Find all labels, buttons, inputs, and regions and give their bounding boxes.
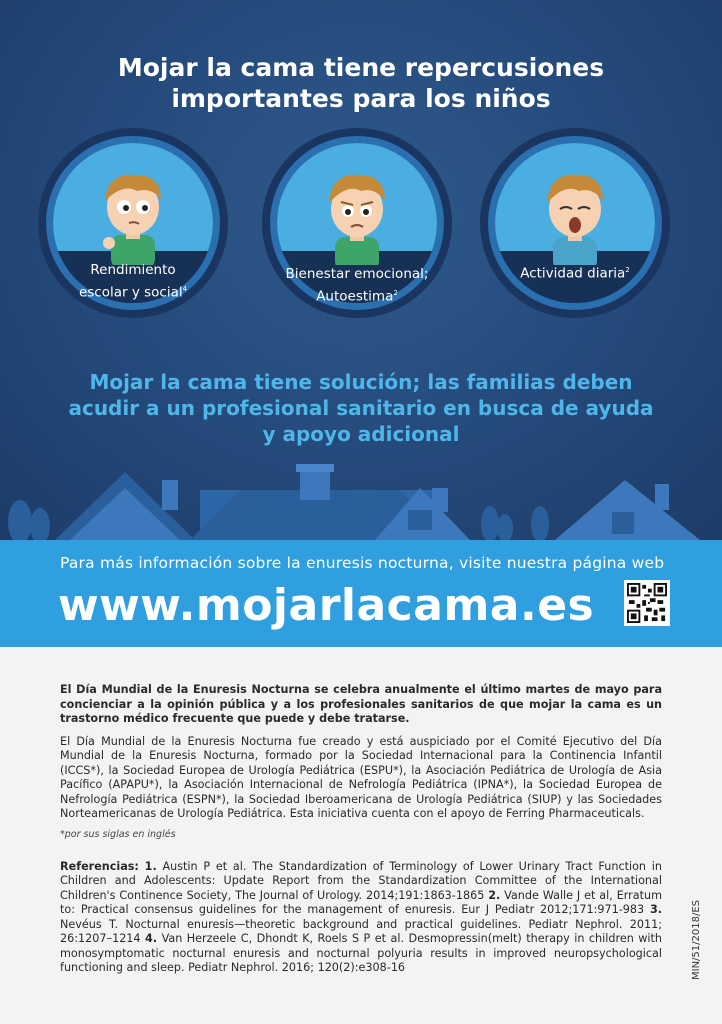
worried-boy-icon xyxy=(315,165,399,265)
text-content xyxy=(60,683,662,976)
headline: Mojar la cama tiene repercusiones importantes para los niños xyxy=(117,53,605,113)
references: Referencias: 1. Austin P et al. The Standardization of Terminology of Lower Urinary Tract Function in Children and Adolescents: Update Report from the Standardization Committee of the International Children's Continence Society, The Journal of Urology. 2014;191:1863-1865 2. Vande Walle J et al, Erratum to: Practical consensus guidelines for the management of enuresis. Eur J Pediatr 2012;171:971-983 3. Nevéus T. Nocturnal enuresis—theoretic background and practical guidelines. Pediatr Nephrol. 2011; 26:1207–1214 4. Van Herzeele C, Dhondt K, Roels S P et al. Desmopressin(melt) therapy in children with monosymptomatic nocturnal enuresis and nocturnal polyuria results in improved neuropsychological functioning and sleep. Pediatr Nephrol. 2016; 120(2):e308-16 xyxy=(60,859,662,974)
rooftops-illustration xyxy=(0,450,722,540)
qr-code-icon[interactable] xyxy=(624,580,670,626)
info-text: Para más información sobre la enuresis nocturna, visite nuestra página web xyxy=(60,554,665,572)
lead-paragraph: El Día Mundial de la Enuresis Nocturna se celebra anualmente el último martes de mayo para concienciar a la opinión pública y a los profesionales sanitarios de que mojar la cama es un trastorno médico frecuente que puede y debe tratarse. xyxy=(60,683,662,725)
impact-circle-emotional: Bienestar emocional; Autoestima$^2$ xyxy=(262,128,452,318)
acronym-note: *por sus siglas en inglés xyxy=(60,828,176,840)
info-band xyxy=(0,540,722,647)
yawning-boy-icon xyxy=(533,165,617,265)
body-paragraph: El Día Mundial de la Enuresis Nocturna fue creado y está auspiciado por el Comité Ejecutivo del Día Mundial de la Enuresis Nocturna, formado por la Sociedad Internacional para la Continencia Infantil (ICCS*), la Sociedad Europea de Urología Pediátrica (ESPU*), la Asociación Pediátrica de Urología de Asia Pacífico (APAPU*), la Asociación Internacional de Nefrología Pediátrica (IPNA*), la Sociedad Europea de Nefrología Pediátrica (ESPN*), la Sociedad Iberoamericana de Urología Pediátrica (SIUP) y las Sociedades Norteamericanas de Urología Pediátrica. Esta iniciativa cuenta con el apoyo de Ferring Pharmaceuticals. xyxy=(60,734,662,820)
website-link[interactable]: www.mojarlacama.es xyxy=(58,580,595,631)
solution-message: Mojar la cama tiene solución; las familias deben acudir a un profesional sanitario en busca de ayuda y apoyo adicional xyxy=(68,370,654,446)
impact-circle-daily: Actividad diaria$^2$ xyxy=(480,128,670,318)
thinking-boy-icon xyxy=(91,165,175,265)
document-code: MIN/51/2018/ES xyxy=(691,899,702,980)
impact-circle-school: Rendimiento escolar y social$^4$ xyxy=(38,128,228,318)
